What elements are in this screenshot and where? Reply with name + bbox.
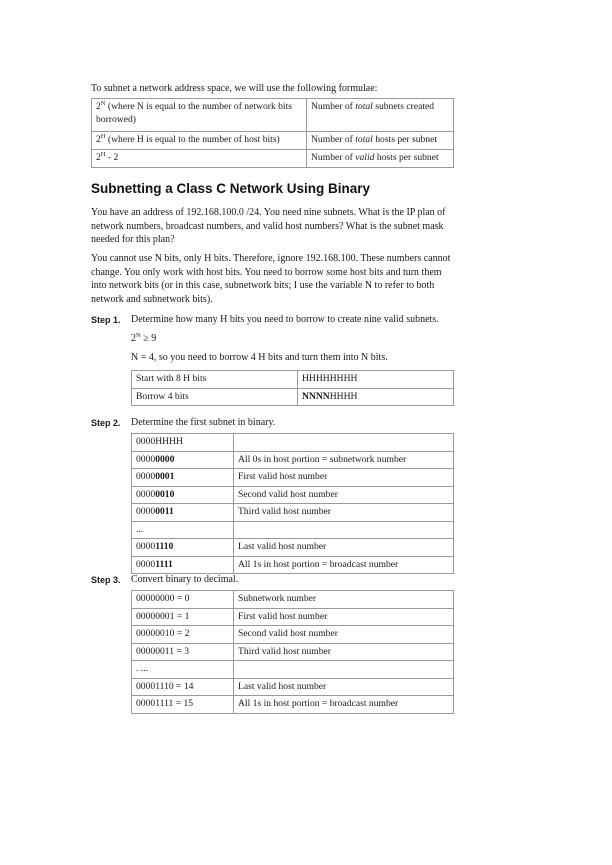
table-cell: . ...	[132, 661, 234, 679]
decimal-subnet-table	[131, 590, 454, 714]
table-row	[132, 388, 454, 406]
binary-subnet-table	[131, 433, 454, 574]
table-row	[132, 678, 454, 696]
formula-result-cell: Number of total subnets created	[307, 99, 454, 132]
formula-row	[92, 150, 454, 168]
table-cell: First valid host number	[234, 469, 454, 487]
table-cell: 00001110	[132, 539, 234, 557]
table-cell	[234, 661, 454, 679]
formula-cell: $2^N$ (where N is equal to the number of network bits borrowed)	[92, 99, 307, 132]
table-cell: 00001111 = 15	[132, 696, 234, 714]
table-cell: 00000000	[132, 451, 234, 469]
table-cell: Second valid host number	[234, 626, 454, 644]
table-cell: Third valid host number	[234, 504, 454, 522]
table-cell: 00000011	[132, 504, 234, 522]
formula-cell: $2^H$ (where H is equal to the number of host bits)	[92, 132, 307, 150]
step-1-text: Determine how many H bits you need to borrow to create nine valid subnets.	[131, 314, 439, 325]
table-cell: Borrow 4 bits	[132, 388, 298, 406]
table-cell: 00000001 = 1	[132, 608, 234, 626]
intro-text: To subnet a network address space, we will use the following formulae:	[91, 83, 378, 94]
table-cell: All 1s in host portion = broadcast number	[234, 556, 454, 574]
formula-row	[92, 132, 454, 150]
table-row	[132, 661, 454, 679]
step-2-label: Step 2.	[91, 418, 121, 428]
table-row	[132, 486, 454, 504]
section-title: Subnetting a Class C Network Using Binary	[91, 181, 371, 196]
table-row	[132, 556, 454, 574]
formula-cell: $2^H - 2$	[92, 150, 307, 168]
borrow-bits-table	[131, 370, 454, 406]
paragraph-explanation: You cannot use N bits, only H bits. Therefore, ignore 192.168.100. These numbers cannot change. You only work with host bits. You need to borrow some host bits and turn them into network bits (or in this case, subnetwork bits; I use the variable N to refer to both network and subnetwork bits).	[91, 253, 451, 305]
table-row	[132, 469, 454, 487]
table-cell: Start with 8 H bits	[132, 371, 298, 389]
table-cell: NNNNHHHH	[298, 388, 454, 406]
table-row	[132, 608, 454, 626]
table-row	[132, 539, 454, 557]
step-3-label: Step 3.	[91, 575, 121, 585]
table-cell: All 0s in host portion = subnetwork number	[234, 451, 454, 469]
step-1-label: Step 1.	[91, 315, 121, 325]
table-cell: Subnetwork number	[234, 591, 454, 609]
table-row	[132, 434, 454, 452]
table-row	[132, 591, 454, 609]
table-cell: 00000010 = 2	[132, 626, 234, 644]
paragraph-problem: You have an address of 192.168.100.0 /24. You need nine subnets. What is the IP plan of network numbers, broadcast numbers, and valid host numbers? What is the subnet mask needed for this plan?	[91, 207, 446, 245]
table-cell: 0000HHHH	[132, 434, 234, 452]
table-cell: 00001110 = 14	[132, 678, 234, 696]
step-2-text: Determine the first subnet in binary.	[131, 417, 276, 428]
step-3-text: Convert binary to decimal.	[131, 574, 239, 585]
table-cell: Last valid host number	[234, 539, 454, 557]
table-row	[132, 371, 454, 389]
formula-result-cell: Number of valid hosts per subnet	[307, 150, 454, 168]
table-cell: Second valid host number	[234, 486, 454, 504]
table-cell: 00000000 = 0	[132, 591, 234, 609]
table-row	[132, 643, 454, 661]
table-row	[132, 504, 454, 522]
table-cell: HHHHHHHH	[298, 371, 454, 389]
table-cell: ...	[132, 521, 234, 539]
table-cell: 00000001	[132, 469, 234, 487]
table-cell: Last valid host number	[234, 678, 454, 696]
table-row	[132, 626, 454, 644]
table-row	[132, 451, 454, 469]
table-cell: 00000011 = 3	[132, 643, 234, 661]
step-1-conclusion: N = 4, so you need to borrow 4 H bits and turn them into N bits.	[131, 352, 388, 363]
formula-result-cell: Number of total hosts per subnet	[307, 132, 454, 150]
table-cell: 00000010	[132, 486, 234, 504]
step-1-inequality: $2^N \ge 9$	[131, 332, 157, 344]
table-row	[132, 696, 454, 714]
table-cell: Third valid host number	[234, 643, 454, 661]
table-cell	[234, 521, 454, 539]
table-cell	[234, 434, 454, 452]
table-cell: 00001111	[132, 556, 234, 574]
formula-row	[92, 99, 454, 132]
formula-table	[91, 98, 454, 168]
table-row	[132, 521, 454, 539]
table-cell: First valid host number	[234, 608, 454, 626]
table-cell: All 1s in host portion = broadcast number	[234, 696, 454, 714]
